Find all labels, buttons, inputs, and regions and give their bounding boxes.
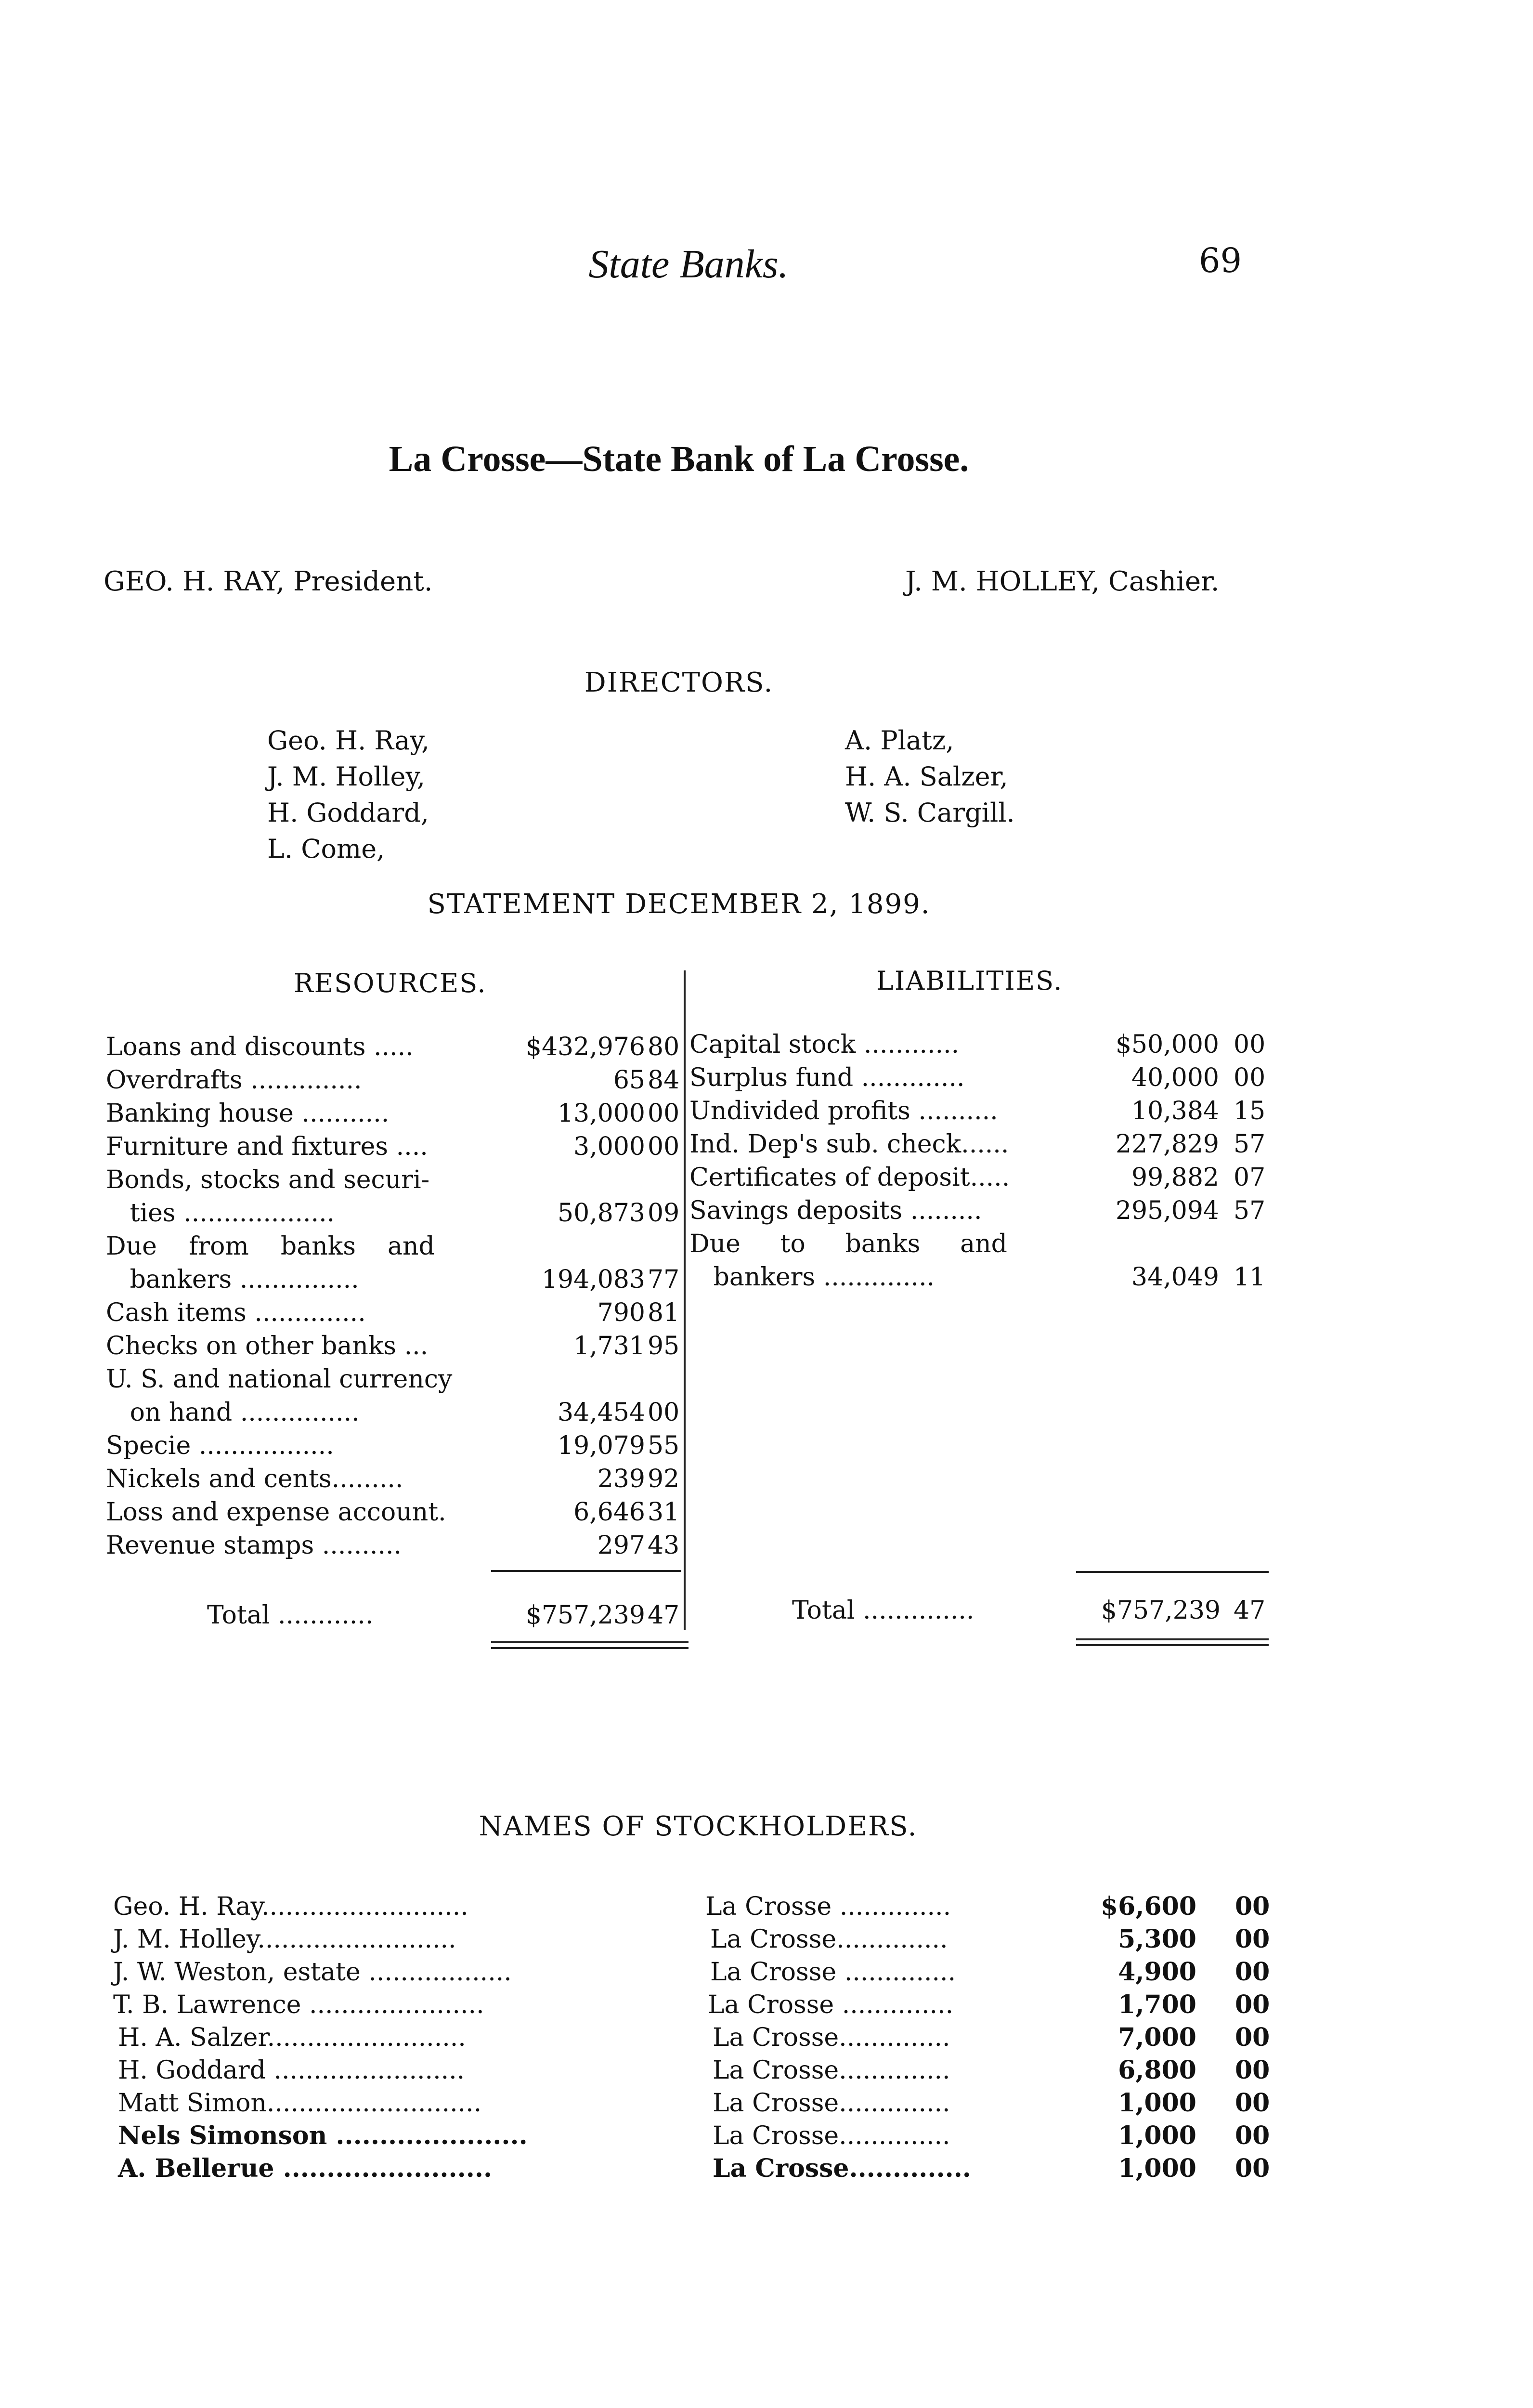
stockholder-name: H. A. Salzer.........................	[118, 2023, 466, 2052]
total-rule	[491, 1570, 681, 1572]
liability-label: Capital stock ............	[689, 1030, 960, 1059]
liability-label: Undivided profits ..........	[689, 1097, 998, 1125]
table-row	[113, 1923, 1288, 1956]
table-row	[689, 1194, 1277, 1228]
director-name: L. Come,	[267, 834, 385, 864]
resource-label: Checks on other banks ...	[106, 1332, 429, 1361]
resource-cents: 95	[648, 1332, 680, 1361]
liability-label: bankers ..............	[689, 1263, 935, 1292]
resources-total-dollars: $757,239	[525, 1601, 645, 1630]
stockholder-dollars: 4,900	[1118, 1957, 1196, 1987]
resource-cents: 09	[648, 1199, 680, 1228]
resource-dollars: 6,646	[573, 1498, 645, 1527]
table-row	[106, 1230, 681, 1263]
directors-heading: DIRECTORS.	[584, 667, 774, 698]
resource-cents: 84	[648, 1066, 680, 1095]
stockholder-dollars: 7,000	[1118, 2023, 1196, 2052]
table-row	[689, 1128, 1277, 1161]
total-double-rule	[491, 1647, 689, 1649]
resource-label: bankers ...............	[106, 1265, 359, 1294]
liability-cents: 15	[1234, 1097, 1266, 1125]
total-double-rule	[1076, 1644, 1269, 1646]
table-row	[106, 1429, 681, 1463]
resource-dollars: 13,000	[558, 1099, 645, 1128]
stockholder-dollars: 1,000	[1118, 2154, 1196, 2183]
stockholder-place: La Crosse..............	[713, 2089, 950, 2118]
resources-table	[106, 1031, 681, 1562]
stockholder-place: La Crosse ..............	[705, 1892, 951, 1921]
stockholder-name: J. W. Weston, estate ..................	[113, 1958, 512, 1987]
table-row	[106, 1363, 681, 1396]
table-row	[106, 1064, 681, 1097]
resource-dollars: 19,079	[558, 1431, 645, 1460]
resource-label: Overdrafts ..............	[106, 1066, 362, 1095]
table-row	[106, 1164, 681, 1197]
table-row	[689, 1061, 1277, 1095]
table-row	[106, 1197, 681, 1230]
resource-dollars: 297	[597, 1531, 645, 1560]
table-row	[689, 1161, 1277, 1194]
page-number: 69	[1199, 241, 1242, 280]
liabilities-table	[689, 1028, 1277, 1294]
resources-heading: RESOURCES.	[294, 968, 487, 998]
stockholder-dollars: $6,600	[1100, 1892, 1196, 1921]
stockholder-place: La Crosse ..............	[708, 1990, 954, 2019]
stockholder-place: La Crosse..............	[710, 1925, 948, 1954]
liability-label: Ind. Dep's sub. check......	[689, 1130, 1009, 1159]
resource-cents: 31	[648, 1498, 680, 1527]
liability-cents: 00	[1234, 1063, 1266, 1092]
resource-dollars: 50,873	[558, 1199, 645, 1228]
table-row	[118, 2054, 1288, 2087]
resource-label: Due from banks and	[106, 1232, 435, 1261]
resource-cents: 77	[648, 1265, 680, 1294]
stockholder-name: J. M. Holley.........................	[113, 1925, 456, 1954]
directors-right-column	[845, 722, 1015, 831]
stockholder-name: T. B. Lawrence ......................	[113, 1990, 484, 2019]
resource-cents: 55	[648, 1431, 680, 1460]
resource-cents: 00	[648, 1132, 680, 1161]
liabilities-total-cents: 47	[1234, 1596, 1266, 1625]
liability-dollars: 34,049	[1131, 1263, 1219, 1292]
resource-cents: 80	[648, 1033, 680, 1061]
liabilities-heading: LIABILITIES.	[876, 966, 1063, 996]
table-row	[113, 1989, 1288, 2021]
liability-cents: 57	[1234, 1196, 1266, 1225]
table-row	[118, 2152, 1288, 2185]
resource-dollars: 239	[597, 1465, 645, 1493]
resource-label: Nickels and cents.........	[106, 1465, 403, 1493]
stockholder-place: La Crosse ..............	[710, 1958, 956, 1987]
stockholder-name: A. Bellerue ........................	[118, 2154, 493, 2183]
total-double-rule	[491, 1641, 689, 1643]
liability-dollars: 10,384	[1131, 1097, 1219, 1125]
table-row	[689, 1028, 1277, 1061]
resource-dollars: $432,976	[525, 1033, 645, 1061]
liability-label: Certificates of deposit.....	[689, 1163, 1010, 1192]
stockholder-place: La Crosse..............	[713, 2023, 950, 2052]
stockholder-cents: 00	[1235, 1892, 1270, 1921]
liability-dollars: 295,094	[1115, 1196, 1219, 1225]
director-name: J. M. Holley,	[267, 761, 426, 792]
stockholder-cents: 00	[1235, 1957, 1270, 1987]
resource-label: Bonds, stocks and securi-	[106, 1165, 430, 1194]
resource-label: Specie .................	[106, 1431, 334, 1460]
resource-dollars: 34,454	[558, 1398, 645, 1427]
cashier: J. M. HOLLEY, Cashier.	[905, 566, 1220, 597]
bank-title: La Crosse—State Bank of La Crosse.	[389, 439, 969, 479]
stockholder-cents: 00	[1235, 2055, 1270, 2085]
liability-cents: 57	[1234, 1130, 1266, 1159]
liability-cents: 11	[1234, 1263, 1266, 1292]
stockholder-name: Nels Simonson ......................	[118, 2121, 528, 2150]
liability-dollars: $50,000	[1115, 1030, 1219, 1059]
table-row	[106, 1396, 681, 1429]
table-row	[106, 1296, 681, 1330]
stockholder-cents: 00	[1235, 1924, 1270, 1954]
table-row	[106, 1130, 681, 1164]
director-name: H. Goddard,	[267, 798, 429, 828]
table-row	[118, 2087, 1288, 2120]
stockholder-dollars: 1,000	[1118, 2088, 1196, 2118]
resources-total-cents: 47	[648, 1601, 680, 1630]
resource-label: Furniture and fixtures ....	[106, 1132, 428, 1161]
resource-label: Revenue stamps ..........	[106, 1531, 402, 1560]
resource-cents: 92	[648, 1465, 680, 1493]
stockholder-place: La Crosse..............	[713, 2121, 950, 2150]
stockholder-name: Geo. H. Ray..........................	[113, 1892, 468, 1921]
table-row	[689, 1228, 1277, 1261]
stockholder-cents: 00	[1235, 2121, 1270, 2150]
resource-dollars: 790	[597, 1298, 645, 1327]
table-row	[113, 1956, 1288, 1989]
resources-total-label: Total ............	[207, 1601, 374, 1630]
resource-dollars: 65	[613, 1066, 645, 1095]
liability-dollars: 99,882	[1131, 1163, 1219, 1192]
table-row	[106, 1031, 681, 1064]
running-head: State Banks.	[588, 242, 789, 287]
resource-label: Loans and discounts .....	[106, 1033, 414, 1061]
liability-dollars: 227,829	[1115, 1130, 1219, 1159]
stockholder-place: La Crosse..............	[713, 2154, 971, 2183]
stockholder-cents: 00	[1235, 1990, 1270, 2019]
stockholder-cents: 00	[1235, 2088, 1270, 2118]
table-row	[118, 2021, 1288, 2054]
resource-label: Loss and expense account.	[106, 1498, 446, 1527]
stockholder-dollars: 1,700	[1118, 1990, 1196, 2019]
liability-label: Due to banks and	[689, 1230, 1007, 1258]
stockholder-cents: 00	[1235, 2023, 1270, 2052]
table-row	[113, 1890, 1288, 1923]
total-rule	[1076, 1571, 1269, 1573]
liabilities-total-dollars: $757,239	[1101, 1596, 1221, 1625]
liability-label: Surplus fund .............	[689, 1063, 965, 1092]
stockholder-dollars: 6,800	[1118, 2055, 1196, 2085]
liability-label: Savings deposits .........	[689, 1196, 982, 1225]
resource-cents: 81	[648, 1298, 680, 1327]
table-row	[118, 2120, 1288, 2152]
stockholder-cents: 00	[1235, 2154, 1270, 2183]
column-divider	[684, 970, 686, 1630]
table-row	[106, 1330, 681, 1363]
director-name: H. A. Salzer,	[845, 761, 1008, 792]
table-row	[106, 1097, 681, 1130]
president: GEO. H. RAY, President.	[104, 566, 433, 597]
stockholders-heading: NAMES OF STOCKHOLDERS.	[479, 1811, 918, 1842]
stockholder-dollars: 1,000	[1118, 2121, 1196, 2150]
total-double-rule	[1076, 1638, 1269, 1640]
resource-label: Cash items ..............	[106, 1298, 366, 1327]
table-row	[689, 1261, 1277, 1294]
resource-label: on hand ...............	[106, 1398, 360, 1427]
stockholder-place: La Crosse..............	[713, 2056, 950, 2085]
table-row	[106, 1263, 681, 1296]
resource-dollars: 194,083	[541, 1265, 645, 1294]
liabilities-total-label: Total ..............	[792, 1596, 974, 1625]
statement-heading: STATEMENT DECEMBER 2, 1899.	[427, 889, 931, 920]
resource-dollars: 1,731	[573, 1332, 645, 1361]
liability-cents: 00	[1234, 1030, 1266, 1059]
resource-label: Banking house ...........	[106, 1099, 390, 1128]
resource-dollars: 3,000	[573, 1132, 645, 1161]
resource-label: U. S. and national currency	[106, 1365, 453, 1394]
stockholder-name: Matt Simon...........................	[118, 2089, 482, 2118]
liability-dollars: 40,000	[1131, 1063, 1219, 1092]
director-name: Geo. H. Ray,	[267, 725, 429, 756]
table-row	[106, 1496, 681, 1529]
table-row	[106, 1463, 681, 1496]
liability-cents: 07	[1234, 1163, 1266, 1192]
director-name: A. Platz,	[845, 725, 954, 756]
stockholder-name: H. Goddard ........................	[118, 2056, 465, 2085]
table-row	[106, 1529, 681, 1562]
table-row	[689, 1095, 1277, 1128]
director-name: W. S. Cargill.	[845, 798, 1015, 828]
resource-label: ties ...................	[106, 1199, 335, 1228]
resource-cents: 00	[648, 1099, 680, 1128]
resource-cents: 00	[648, 1398, 680, 1427]
resource-cents: 43	[648, 1531, 680, 1560]
directors-left-column	[267, 722, 429, 867]
stockholder-dollars: 5,300	[1118, 1924, 1196, 1954]
